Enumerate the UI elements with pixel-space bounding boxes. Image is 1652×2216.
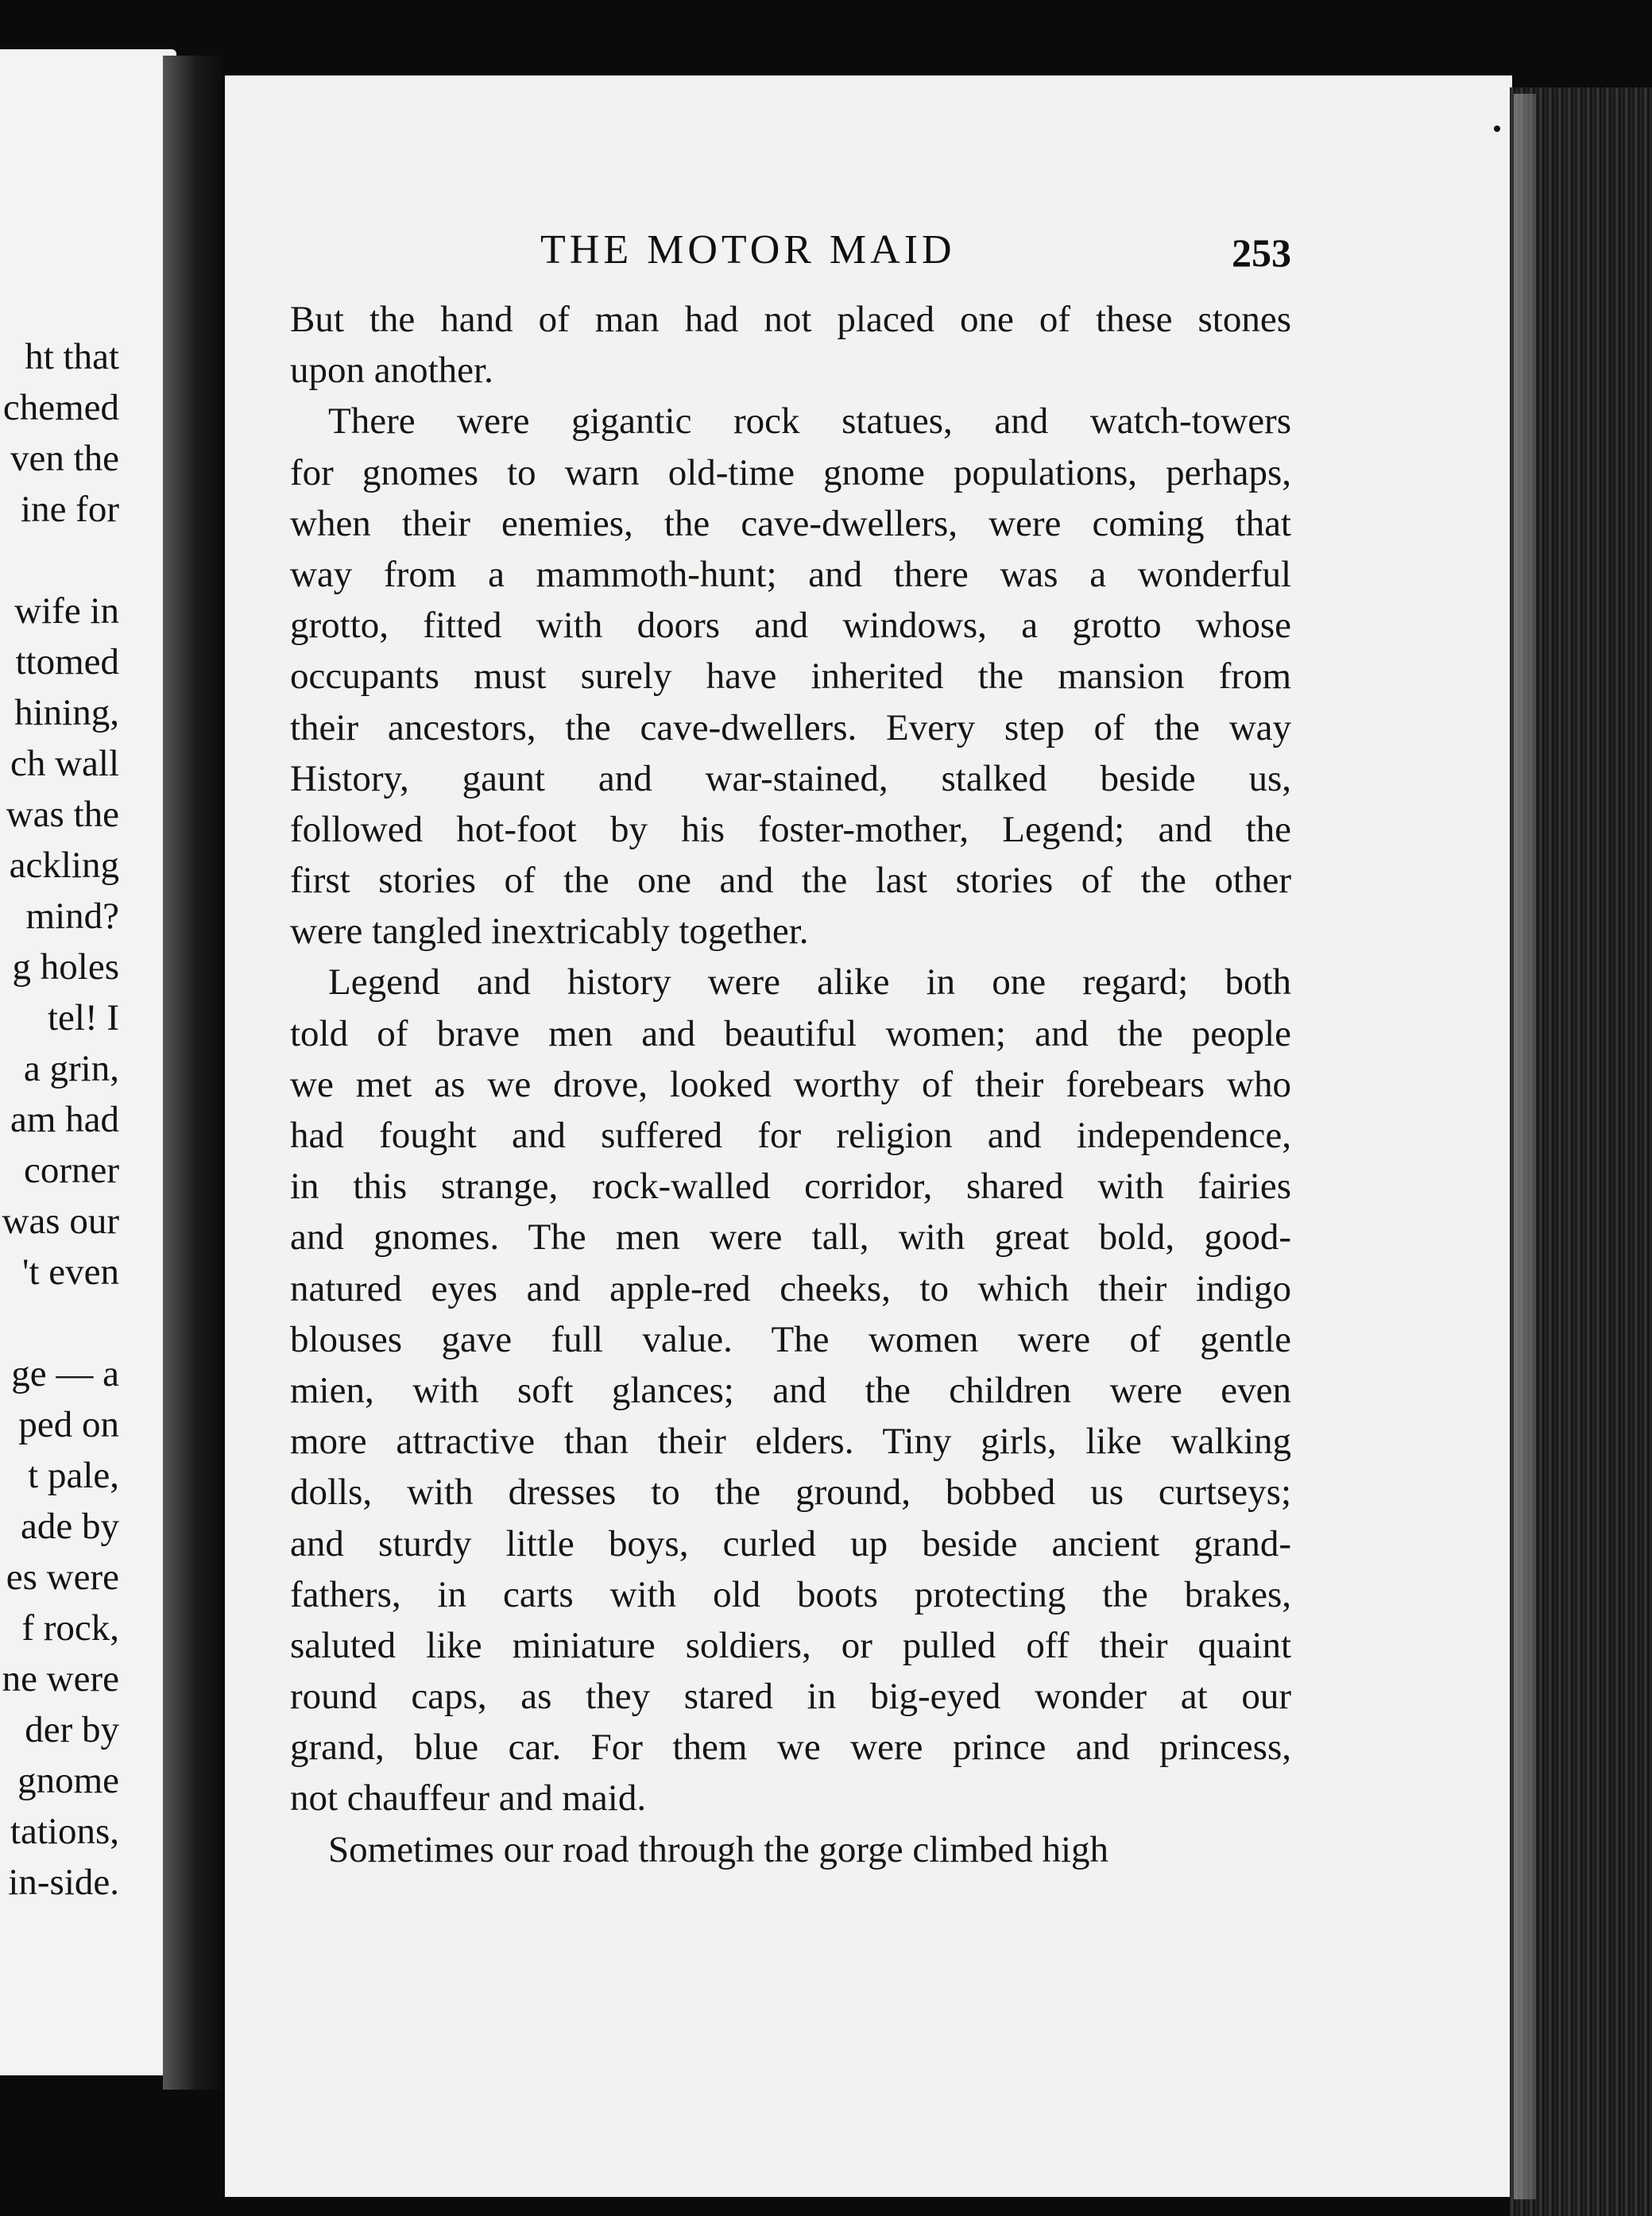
text-line: and gnomes. The men were tall, with great bold, good-: [290, 1216, 1291, 1259]
left-page-line: [0, 1298, 119, 1348]
text-line: Legend and history were alike in one regard; both: [328, 961, 1291, 1004]
left-page-line: chemed: [2, 387, 119, 428]
text-line: History, gaunt and war-stained, stalked beside us,: [290, 757, 1291, 799]
text-line: saluted like miniature soldiers, or pulled off their quaint: [290, 1624, 1291, 1666]
left-page-line: gnome: [17, 1760, 119, 1801]
text-line: had fought and suffered for religion and independence,: [290, 1115, 1291, 1156]
scan-speck: [1494, 126, 1500, 132]
text-line: followed hot-foot by his foster-mother, Legend; and the: [290, 808, 1291, 850]
text-line: we met as we drove, looked worthy of their forebears who: [290, 1063, 1291, 1105]
text-line: upon another.: [290, 350, 493, 392]
left-page-line: ade by: [21, 1506, 119, 1547]
text-line: natured eyes and apple-red cheeks, to which their indigo: [290, 1267, 1291, 1309]
left-page-line: [0, 535, 119, 586]
left-page-line: ped on: [18, 1404, 119, 1445]
text-line: and sturdy little boys, curled up beside ancient grand-: [290, 1522, 1291, 1564]
paragraph: [290, 1824, 1291, 1875]
text-line: mien, with soft glances; and the children were even: [290, 1369, 1291, 1411]
left-page-line: am had: [10, 1099, 119, 1140]
paragraph: [290, 396, 1291, 957]
running-title: THE MOTOR MAID: [540, 227, 956, 273]
text-line: blouses gave full value. The women were of gentle: [290, 1318, 1291, 1360]
text-line: occupants must surely have inherited the mansion from: [290, 656, 1291, 698]
text-line: Sometimes our road through the gorge climbed high: [328, 1828, 1109, 1870]
text-line: grand, blue car. For them we were prince and princess,: [290, 1727, 1291, 1769]
left-page-line: was the: [6, 794, 119, 835]
gutter-shadow: [163, 56, 225, 2090]
text-line: dolls, with dresses to the ground, bobbed us curtseys;: [290, 1472, 1291, 1514]
left-page-line: wife in: [14, 590, 119, 632]
text-line: told of brave men and beautiful women; and the people: [290, 1012, 1291, 1054]
text-line: when their enemies, the cave-dwellers, were coming that: [290, 502, 1291, 544]
left-page-line: ht that: [25, 336, 119, 377]
text-line: way from a mammoth-hunt; and there was a wonderful: [290, 553, 1291, 595]
left-page-line: ackling: [9, 845, 119, 886]
left-page-line: mind?: [25, 895, 119, 937]
left-page-line: tel! I: [47, 997, 119, 1038]
paragraph: [290, 294, 1291, 396]
left-page-line: corner: [23, 1150, 119, 1191]
text-line: not chauffeur and maid.: [290, 1777, 647, 1820]
left-page-line: 't even: [22, 1251, 119, 1293]
text-line: But the hand of man had not placed one of these stones: [290, 299, 1291, 340]
text-line: for gnomes to warn old-time gnome populations, perhaps,: [290, 451, 1291, 493]
text-line: more attractive than their elders. Tiny girls, like walking: [290, 1421, 1291, 1463]
text-line: were tangled inextricably together.: [290, 911, 809, 953]
text-line: There were gigantic rock statues, and watch-towers: [328, 400, 1291, 443]
left-facing-page: [0, 49, 176, 2075]
left-page-line: ge — a: [11, 1353, 119, 1394]
left-page-line: t pale,: [28, 1455, 119, 1496]
left-page-line: hining,: [14, 692, 119, 733]
left-page-line: a grin,: [23, 1048, 119, 1089]
text-line: fathers, in carts with old boots protecting the brakes,: [290, 1573, 1291, 1615]
running-head: [294, 226, 1291, 282]
left-page-line: der by: [25, 1709, 119, 1750]
text-line: their ancestors, the cave-dwellers. Every step of the way: [290, 706, 1291, 748]
left-page-line: ttomed: [15, 641, 119, 683]
left-page-line: f rock,: [21, 1607, 119, 1649]
page-number: 253: [1232, 230, 1291, 275]
text-line: round caps, as they stared in big-eyed wonder at our: [290, 1676, 1291, 1718]
left-page-line: tations,: [10, 1811, 119, 1852]
text-line: in this strange, rock-walled corridor, shared with fairies: [290, 1166, 1291, 1208]
left-page-line: ne were: [2, 1658, 119, 1700]
left-page-line: was our: [2, 1201, 119, 1242]
left-page-line: ven the: [10, 438, 119, 479]
left-page-line: in-side.: [8, 1862, 119, 1903]
page-edge-highlight: [1514, 94, 1536, 2199]
paragraph: [290, 957, 1291, 1823]
left-page-text: [0, 331, 119, 1908]
left-page-line: es were: [6, 1557, 119, 1598]
left-page-line: ine for: [21, 489, 119, 530]
body-text: [290, 294, 1291, 1875]
left-page-line: ch wall: [10, 743, 119, 784]
left-page-line: g holes: [12, 946, 119, 988]
text-line: first stories of the one and the last stories of the other: [290, 860, 1291, 902]
text-line: grotto, fitted with doors and windows, a grotto whose: [290, 605, 1291, 647]
